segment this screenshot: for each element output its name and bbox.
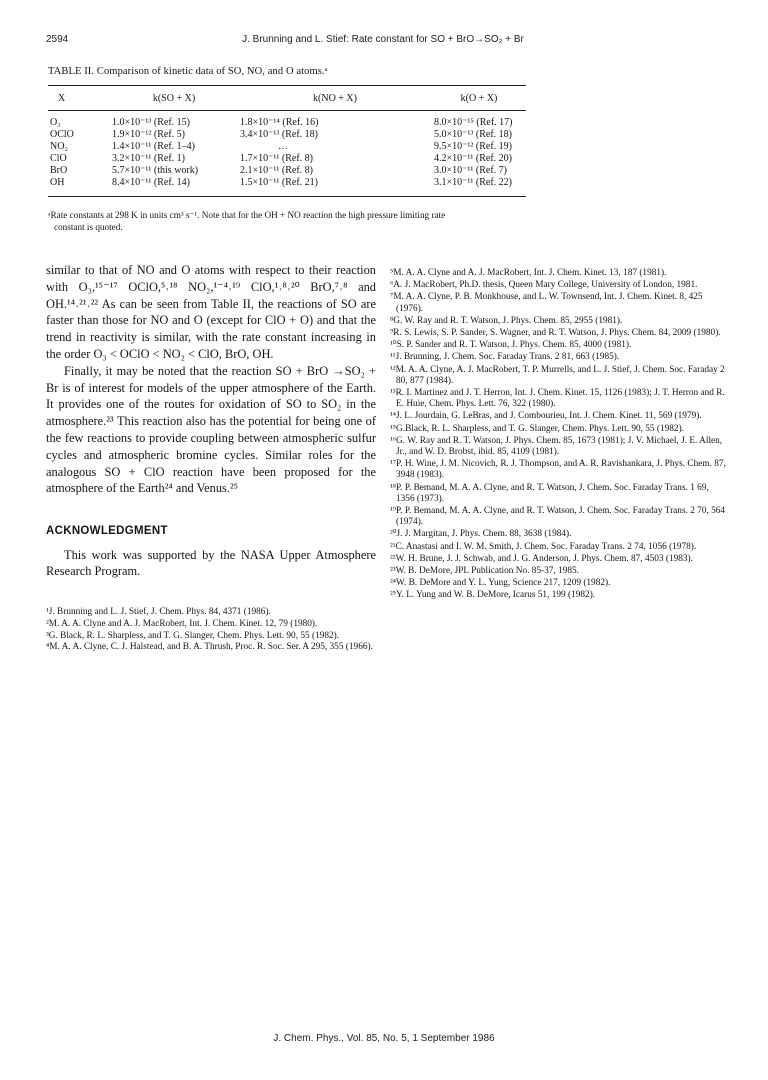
table-row [48, 165, 526, 177]
table-cell: 5.0×10⁻¹³ (Ref. 18) [434, 129, 513, 140]
table-cell: 1.8×10⁻¹⁴ (Ref. 16) [240, 117, 319, 128]
reference-item: ⁷M. A. A. Clyne, P. B. Monkhouse, and L. W. Townsend, Int. J. Chem. Kinet. 8, 425 (1976). [390, 292, 703, 314]
table-cell: 1.0×10⁻¹³ (Ref. 15) [112, 117, 191, 128]
reference-item: ¹⁹P. P. Bemand, M. A. A. Clyne, and R. T. Watson, J. Chem. Soc. Faraday Trans. 2 70, 564 (1974). [390, 506, 726, 528]
table-cell: 8.0×10⁻¹⁵ (Ref. 17) [434, 117, 513, 128]
reference-item: ⁸G. W. Ray and R. T. Watson, J. Phys. Chem. 85, 2955 (1981). [390, 315, 623, 326]
table-cell: 2.1×10⁻¹¹ (Ref. 8) [240, 165, 314, 176]
reference-item: ¹⁰S. P. Sander and R. T. Watson, J. Phys. Chem. 85, 4000 (1981). [390, 340, 632, 351]
table-cell: 4.2×10⁻¹¹ (Ref. 20) [434, 153, 513, 164]
reference-item: ¹²M. A. A. Clyne, A. J. MacRobert, T. P. Murrells, and L. J. Stief, J. Chem. Soc. Faraday 2 80, 877 (1984). [390, 364, 725, 386]
table-caption: TABLE II. Comparison of kinetic data of SO, NO, and O atoms.ᵃ [48, 66, 328, 77]
reference-item: ⁹R. S. Lewis, S. P. Sander, S. Wagner, and R. T. Watson, J. Phys. Chem. 84, 2009 (1980). [390, 328, 721, 339]
column-header: k(O + X) [432, 86, 526, 111]
table-cell: NO₂ [50, 141, 68, 152]
reference-item: ³G. Black, R. L. Sharpless, and T. G. Slanger, Chem. Phys. Lett. 90, 55 (1982). [46, 630, 340, 641]
reference-list-right [390, 268, 726, 603]
table-cell: … [278, 141, 288, 152]
running-header [46, 34, 720, 50]
table-footnote-line: ᵃRate constants at 298 K in units cm³ s⁻¹. Note that for the OH + NO reaction the high pressure limiting rate [48, 210, 446, 220]
table-cell: 1.7×10⁻¹¹ (Ref. 8) [240, 153, 314, 164]
column-header: X [48, 86, 110, 111]
table-cell: 1.9×10⁻¹² (Ref. 5) [112, 129, 186, 140]
table-cell: 8.4×10⁻¹¹ (Ref. 14) [110, 177, 238, 197]
reference-item: ²⁴W. B. DeMore and Y. L. Yung, Science 217, 1209 (1982). [390, 578, 611, 589]
table-row [48, 129, 526, 141]
table-cell: 3.4×10⁻¹³ (Ref. 18) [240, 129, 319, 140]
reference-item: ²⁵Y. L. Yung and W. B. DeMore, Icarus 51, 199 (1982). [390, 590, 596, 601]
reference-item: ¹³R. I. Martinez and J. T. Herron, Int. J. Chem. Kinet. 15, 1126 (1983); J. T. Herron and R. E. Huie, Chem. Phys. Lett. 76, 322 (1980). [390, 388, 725, 410]
table-cell: O₃ [50, 117, 61, 128]
table-cell: 5.7×10⁻¹¹ (this work) [112, 165, 199, 176]
reference-item: ⁵M. A. A. Clyne and A. J. MacRobert, Int. J. Chem. Kinet. 13, 187 (1981). [390, 268, 667, 278]
journal-footer: J. Chem. Phys., Vol. 85, No. 5, 1 September 1986 [273, 1033, 495, 1044]
table-cell: ClO [50, 153, 67, 164]
reference-item: ¹⁶G. W. Ray and R. T. Watson, J. Phys. Chem. 85, 1673 (1981); J. V. Michael, J. E. Allen, Jr., and W. D. Brobst, ibid. 85, 4109 (1981). [390, 435, 723, 458]
body-paragraph: Finally, it may be noted that the reaction SO + BrO →SO₂ + Br is of interest for models of the upper atmosphere of the Earth. It provides one of the routes for oxidation of SO to SO₂ in the atmosphere.²³ This reaction also has the potential for being one of the few reactions to provide coupling between atmospheric sulfur cycles and atmospheric bromine cycles. Similar roles for the analogous SO + ClO reaction have been proposed for the atmosphere of the Earth²⁴ and Venus.²⁵ [46, 363, 376, 496]
table-row [48, 141, 526, 153]
reference-item: ²²W. H. Brune, J. J. Schwab, and J. G. Anderson, J. Phys. Chem. 87, 4503 (1983). [390, 553, 693, 564]
reference-list-left [46, 607, 376, 653]
column-header: k(NO + X) [238, 86, 432, 111]
table-cell: OH [48, 177, 110, 197]
table-cell: 1.4×10⁻¹¹ (Ref. 1–4) [112, 141, 196, 152]
section-heading: ACKNOWLEDGMENT [46, 525, 168, 538]
running-title: J. Brunning and L. Stief: Rate constant for SO + BrO→SO₂ + Br [242, 34, 524, 45]
table-footnote-line: constant is quoted. [54, 222, 123, 232]
reference-item: ⁴M. A. A. Clyne, C. J. Halstead, and B. A. Thrush, Proc. R. Soc. Ser. A 295, 355 (1966). [46, 642, 373, 653]
reference-item: ²M. A. A. Clyne and A. J. MacRobert, Int. J. Chem. Kinet. 12, 79 (1980). [46, 618, 318, 629]
table-cell: 3.2×10⁻¹¹ (Ref. 1) [112, 153, 186, 164]
table-cell: 9.5×10⁻¹² (Ref. 19) [434, 141, 513, 152]
acknowledgment-text: This work was supported by the NASA Upper Atmosphere Research Program. [46, 548, 376, 579]
table-row [48, 111, 526, 130]
reference-item: ¹⁸P. P. Bemand, M. A. A. Clyne, and R. T. Watson, J. Chem. Soc. Faraday Trans. 1 69, 1356 (1973). [390, 482, 709, 504]
table-row [48, 153, 526, 165]
table-cell: 3.0×10⁻¹¹ (Ref. 7) [434, 165, 508, 176]
reference-item: ¹⁵G.Black, R. L. Sharpless, and T. G. Slanger, Chem. Phys. Lett. 90, 55 (1982). [390, 423, 684, 434]
table-row [48, 177, 526, 197]
page-number: 2594 [46, 34, 69, 45]
reference-item: ¹⁷P. H. Wine, J. M. Nicovich, R. J. Thompson, and A. R. Ravishankara, J. Phys. Chem. 87, 3948 (1983). [390, 459, 726, 481]
table-cell: 1.5×10⁻¹¹ (Ref. 21) [238, 177, 432, 197]
table-cell: BrO [50, 165, 68, 176]
reference-item: ²⁰J. J. Margitan, J. Phys. Chem. 88, 3638 (1984). [390, 529, 572, 540]
reference-item: ¹¹J. Brunning, J. Chem. Soc. Faraday Trans. 2 81, 663 (1985). [390, 352, 620, 363]
reference-item: ⁶A. J. MacRobert, Ph.D. thesis, Queen Mary College, University of London, 1981. [390, 280, 698, 291]
column-header: k(SO + X) [110, 86, 238, 111]
table-footnote [48, 209, 534, 233]
table-header-row [48, 86, 526, 111]
reference-item: ¹J. Brunning and L. J. Stief, J. Chem. Phys. 84, 4371 (1986). [46, 607, 271, 618]
table-cell: 3.1×10⁻¹¹ (Ref. 22) [432, 177, 526, 197]
reference-item: ²³W. B. DeMore, JPL Publication No. 85-37, 1985. [390, 566, 580, 577]
left-column [46, 262, 376, 654]
reference-item: ¹⁴J. L. Jourdain, G. LeBras, and J. Combourieu, Int. J. Chem. Kinet. 11, 569 (1979). [390, 411, 702, 422]
table-cell: OClO [50, 129, 74, 140]
reference-item: ²¹C. Anastasi and I. W. M. Smith, J. Chem. Soc. Faraday Trans. 2 74, 1056 (1978). [390, 541, 697, 552]
kinetic-data-table [48, 85, 526, 197]
body-paragraph: similar to that of NO and O atoms with respect to their reaction with O₃,¹⁵⁻¹⁷ OClO,⁵˒¹⁸ NO₂,¹⁻⁴˒¹⁹ ClO,¹˒⁸˒²⁰ BrO,⁷˒⁸ and OH.¹⁴˒²¹˒²² As can be seen from Table II, the reactions of SO are faster than those for NO and O (except for ClO + O) and that the trend in reactivity is similar, with the rate constant increasing in the order O₃ < OClO < NO₂ < ClO, BrO, OH. [46, 263, 376, 361]
